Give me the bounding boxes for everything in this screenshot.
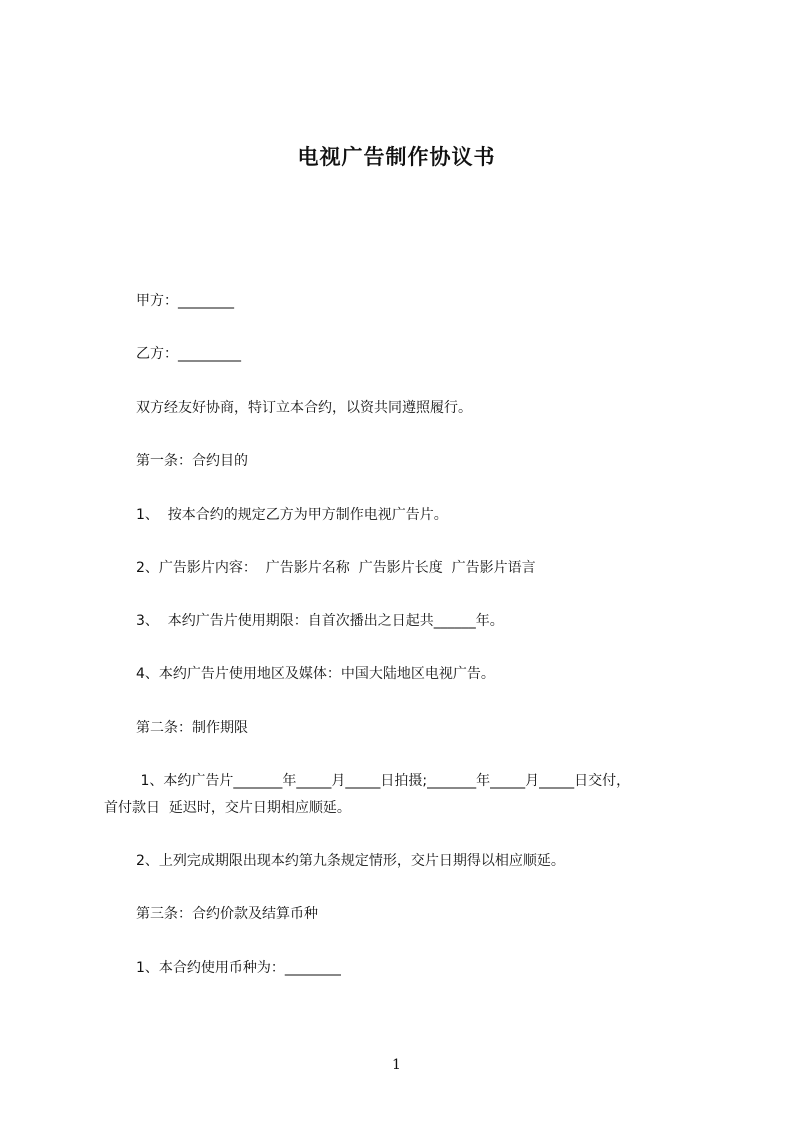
article-2-item-2: 2、上列完成期限出现本约第九条规定情形，交片日期得以相应顺延。 [136,853,565,869]
article-1-item-4: 4、本约广告片使用地区及媒体：中国大陆地区电视广告。 [136,666,495,682]
intro-paragraph: 双方经友好协商，特订立本合约，以资共同遵照履行。 [136,400,472,416]
article-2-item-1-line-2: 首付款日 延迟时，交片日期相应顺延。 [104,800,351,816]
article-2-item-1-line-1: 1、本约广告片_______年_____月_____日拍摄;_______年_____月_____日交付， [136,773,631,789]
article-1-item-2: 2、广告影片内容： 广告影片名称 广告影片长度 广告影片语言 [136,560,536,576]
article-2-heading: 第二条：制作期限 [136,720,248,736]
page-number: 1 [392,1057,401,1073]
article-1-item-3: 3、 本约广告片使用期限：自首次播出之日起共______年。 [136,613,504,629]
party-b-line: 乙方：_________ [136,346,241,362]
article-1-item-1: 1、 按本合约的规定乙方为甲方制作电视广告片。 [136,507,448,523]
party-a-line: 甲方：________ [136,293,234,309]
article-3-heading: 第三条：合约价款及结算币种 [136,906,318,922]
document-title: 电视广告制作协议书 [297,145,496,169]
article-1-heading: 第一条：合约目的 [136,453,248,469]
article-3-item-1: 1、本合约使用币种为：________ [136,960,341,976]
